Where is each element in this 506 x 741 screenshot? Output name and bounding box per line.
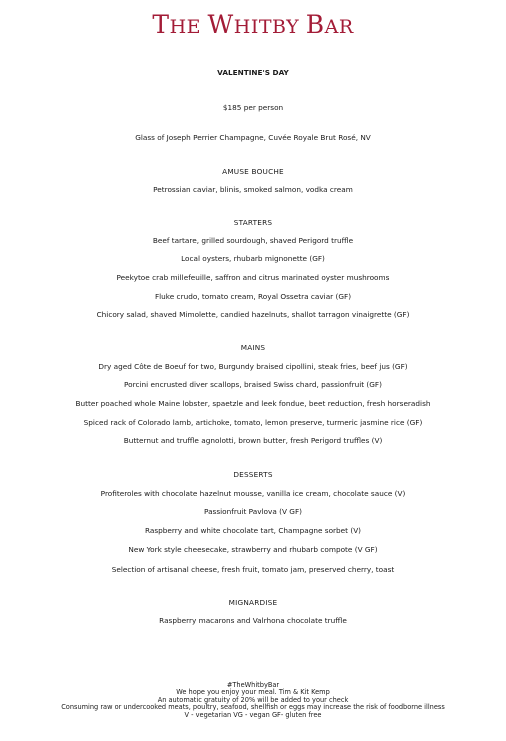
menu-item: Butter poached whole Maine lobster, spaetzle and leek fondue, beet reduction, fresh horseradish [75, 399, 431, 408]
title-text: HITBY [233, 16, 306, 38]
gratuity-note: An automatic gratuity of 20% will be added to your check [157, 695, 349, 704]
footer [0, 682, 506, 719]
menu-item: Peekytoe crab millefeuille, saffron and citrus marinated oyster mushrooms [116, 273, 390, 282]
title-initial: W [207, 10, 234, 39]
restaurant-title [0, 10, 506, 39]
menu-item: Porcini encrusted diver scallops, braised Swiss chard, passionfruit (GF) [124, 380, 382, 389]
section-heading-amuse-bouche: AMUSE BOUCHE [222, 167, 284, 176]
section-heading-desserts: DESSERTS [233, 470, 273, 479]
menu-item: Fluke crudo, tomato cream, Royal Ossetra caviar (GF) [154, 292, 352, 301]
title-text: AR [324, 16, 354, 38]
welcome-drink: Glass of Joseph Perrier Champagne, Cuvée Royale Brut Rosé, NV [135, 133, 371, 142]
menu-item: Passionfruit Pavlova (V GF) [204, 507, 302, 516]
dietary-legend: V - vegetarian VG - vegan GF- gluten free [184, 710, 322, 719]
menu-item: Beef tartare, grilled sourdough, shaved Perigord truffle [152, 236, 354, 245]
health-warning: Consuming raw or undercooked meats, poultry, seafood, shellfish or eggs may increase the risk of foodborne illness [61, 703, 445, 712]
menu-item: Selection of artisanal cheese, fresh fruit, tomato jam, preserved cherry, toast [111, 565, 395, 574]
menu-item: Butternut and truffle agnolotti, brown butter, fresh Perigord truffles (V) [123, 436, 383, 445]
section-heading-mignardise: MIGNARDISE [228, 598, 278, 607]
menu-item: Profiteroles with chocolate hazelnut mousse, vanilla ice cream, chocolate sauce (V) [100, 489, 406, 498]
title-initial: B [305, 10, 325, 39]
menu-item: Chicory salad, shaved Mimolette, candied hazelnuts, shallot tarragon vinaigrette (GF) [96, 310, 410, 319]
menu-item: Raspberry macarons and Valrhona chocolate truffle [159, 616, 347, 625]
occasion-heading: VALENTINE'S DAY [217, 68, 289, 77]
menu-item: Petrossian caviar, blinis, smoked salmon, vodka cream [153, 185, 353, 194]
title-initial: T [152, 10, 170, 39]
menu-item: Spiced rack of Colorado lamb, artichoke, tomato, lemon preserve, turmeric jasmine rice (GF) [83, 418, 423, 427]
hashtag: #TheWhitbyBar [226, 681, 280, 689]
section-heading-starters: STARTERS [233, 218, 273, 227]
title-text: HE [169, 16, 208, 38]
menu-item: New York style cheesecake, strawberry and rhubarb compote (V GF) [128, 545, 378, 554]
thanks-note: We hope you enjoy your meal. Tim & Kit Kemp [176, 688, 330, 697]
menu-item: Raspberry and white chocolate tart, Champagne sorbet (V) [144, 526, 362, 535]
menu-item: Dry aged Côte de Boeuf for two, Burgundy braised cipollini, steak fries, beef jus (GF) [98, 362, 408, 371]
menu-item: Local oysters, rhubarb mignonette (GF) [181, 254, 325, 263]
section-heading-mains: MAINS [240, 343, 266, 352]
price: $185 per person [222, 103, 284, 112]
